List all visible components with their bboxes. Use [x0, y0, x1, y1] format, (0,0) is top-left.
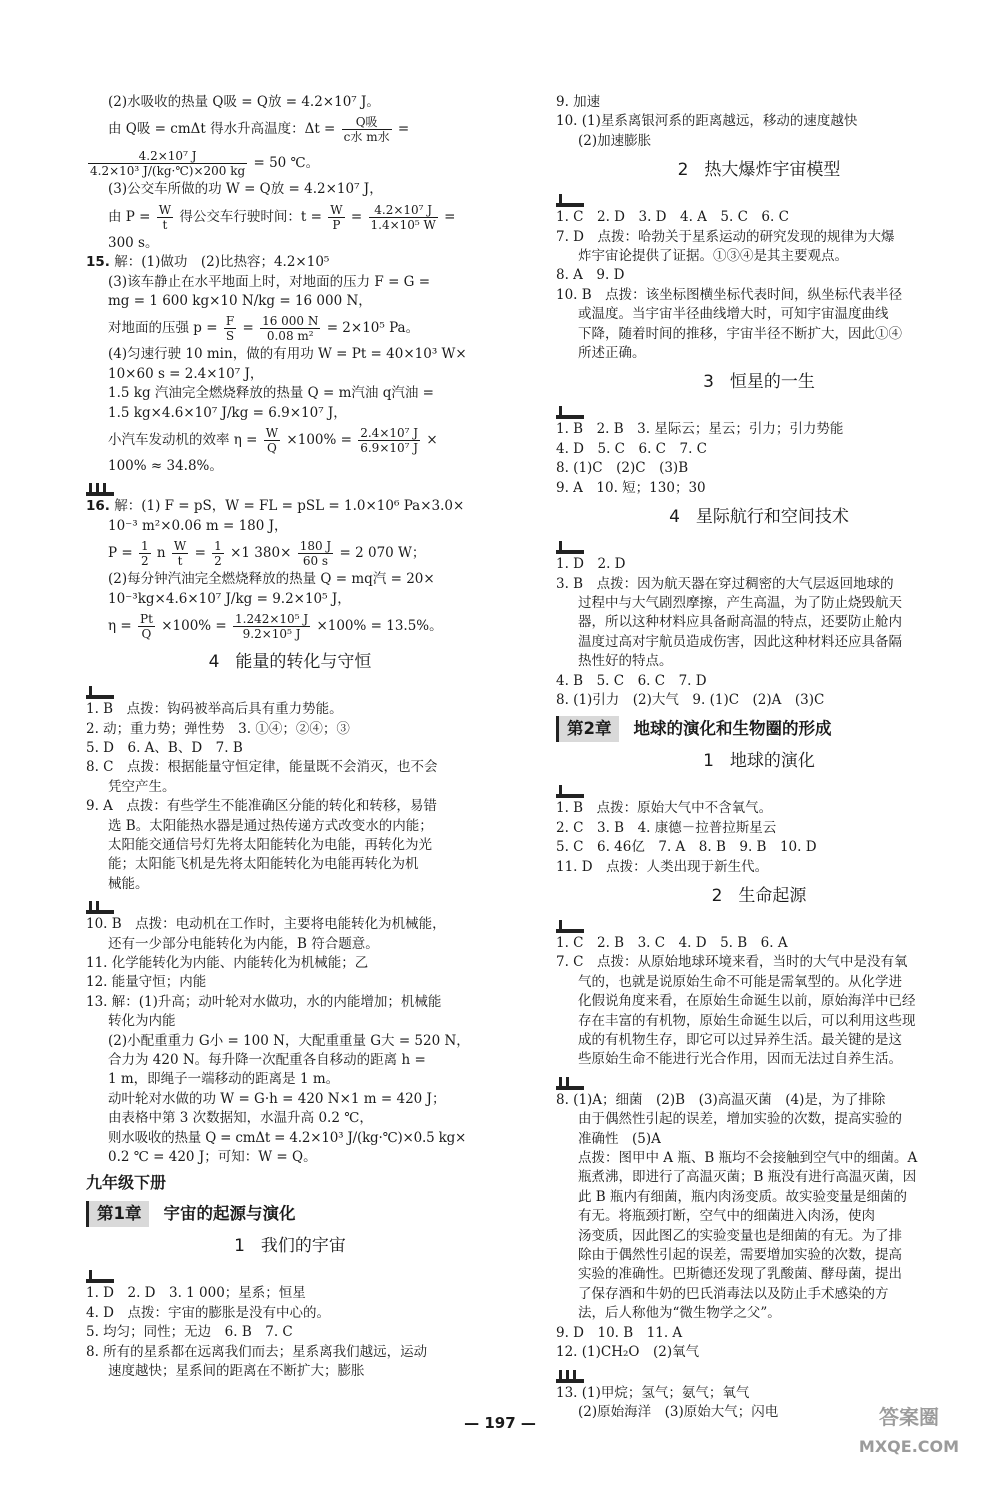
text-line: 1.5 kg×4.6×10⁷ J/kg = 6.9×10⁷ J，: [108, 404, 347, 421]
answer-line: 10. B 点拨：该坐标图横坐标代表时间，纵坐标代表半径: [556, 286, 903, 303]
denominator: P: [332, 217, 341, 232]
page-number: — 197 —: [464, 1414, 536, 1432]
equation-text: ×1 380×: [230, 545, 292, 562]
answer-line: 1. B 2. B 3. 星际云；星云；引力；引力势能: [556, 421, 844, 438]
answer-line: 此 B 瓶内有细菌，瓶内肉汤变质。故实验变量是细菌的: [578, 1188, 908, 1205]
question-15: [86, 253, 494, 272]
answer-line: 械能。: [108, 875, 149, 892]
answer-line: (2)加速膨胀: [578, 132, 652, 149]
answer-line: 动叶轮对水做的功 W = G·h = 420 N×1 m = 420 J；: [108, 1090, 446, 1107]
numerator: W: [173, 539, 187, 554]
section-title: [86, 649, 494, 675]
answer-line: 存在丰富的有机物，原始生命诞生以后，可以利用这些现: [578, 1012, 916, 1029]
answer-line: 8. (1)引力 (2)大气 9. (1)C (2)A (3)C: [556, 691, 825, 708]
denominator: t: [162, 217, 168, 232]
text-line: 1.5 kg 汽油完全燃烧释放的热量 Q = m汽油 q汽油 =: [108, 385, 434, 402]
fraction: [88, 149, 247, 178]
numerator: 1: [140, 539, 149, 554]
equation-text: n: [156, 545, 166, 562]
answer-line: 太阳能交通信号灯先将太阳能转化为电能，再转化为光: [108, 836, 432, 853]
answer-line: 化假说角度来看，在原始生命诞生以前，原始海洋中已经: [578, 993, 916, 1010]
fraction: [212, 539, 224, 568]
answer-line: 1. C 2. B 3. C 4. D 5. B 6. A: [556, 934, 788, 951]
equation-text: 对地面的压强 p =: [108, 320, 218, 337]
equation-text: =: [242, 320, 254, 337]
level-mark-1: [556, 189, 962, 207]
chapter-title: 宇宙的起源与演化: [163, 1204, 296, 1224]
grade-heading: 九年级下册: [86, 1173, 167, 1193]
equation-line: [86, 112, 494, 146]
level-1-icon: [86, 1268, 116, 1283]
level-1-icon: [556, 783, 586, 798]
fraction: [138, 612, 155, 641]
level-mark-1: [556, 915, 962, 933]
fraction: [172, 539, 188, 568]
answer-line: 温度过高对宇航员造成伤害，因此这种材料还应具备隔: [578, 633, 902, 650]
level-mark-1: [556, 780, 962, 798]
answer-line: 了保存酒和牛奶的巴氏消毒法以及防止手术感染的方: [578, 1285, 889, 1302]
answer-line: 10. B 点拨：电动机在工作时，主要将电能转化为机械能，: [86, 916, 446, 933]
level-mark-3: [86, 478, 494, 496]
equation-text: η =: [108, 618, 132, 635]
question-number: 15.: [86, 254, 110, 271]
denominator: c水 m水: [343, 130, 390, 145]
fraction: [342, 115, 392, 144]
answer-line: 13. (1)甲烷；氢气；氨气；氧气: [556, 1384, 750, 1401]
section-number: 1: [234, 1236, 245, 1257]
numerator: Q吸: [342, 115, 392, 130]
section-number: 2: [711, 885, 723, 906]
chapter-heading: [556, 716, 962, 742]
chapter-badge: 第1章: [86, 1201, 149, 1227]
fraction: [260, 314, 320, 343]
section-number: 2: [677, 160, 689, 181]
section-title: [556, 157, 962, 183]
section-name: 恒星的一生: [729, 372, 815, 393]
text-line: (3)公交车所做的功 W = Q放 = 4.2×10⁷ J，: [108, 181, 383, 198]
answer-line: 1. C 2. D 3. D 4. A 5. C 6. C: [556, 209, 789, 226]
answer-line: 8. C 点拨：根据能量守恒定律，能量既不会消灭，也不会: [86, 759, 438, 776]
answer-line: 除由于偶然性引起的误差，需要增加实验的次数，提高: [578, 1247, 902, 1264]
fraction: [139, 539, 151, 568]
answer-line: 4. D 点拨：宇宙的膨胀是没有中心的。: [86, 1304, 330, 1321]
equation-text: ×100% = 13.5%。: [316, 618, 443, 635]
answer-line: 则水吸收的热量 Q = cmΔt = 4.2×10³ J/(kg·℃)×0.5 kg×: [108, 1129, 467, 1146]
answer-line: 由表格中第 3 次数据知，水温升高 0.2 ℃，: [108, 1110, 373, 1127]
section-number: 3: [703, 372, 714, 393]
section-name: 地球的演化: [729, 751, 815, 772]
answer-line: 9. A 10. 短；130；30: [556, 479, 706, 496]
answer-line: 3. B 点拨：因为航天器在穿过稠密的大气层返回地球的: [556, 575, 894, 592]
numerator: 180 J: [299, 539, 332, 554]
equation-text: = 2×10⁵ Pa。: [326, 320, 420, 337]
answer-line: 0.2 ℃ = 420 J；可知：W = Q。: [108, 1149, 317, 1166]
fraction: [233, 612, 310, 641]
equation-text: 由 P =: [108, 208, 151, 225]
chapter-title: 地球的演化和生物圈的形成: [633, 719, 832, 739]
numerator: W: [330, 202, 343, 217]
answer-line: 2. C 3. B 4. 康德－拉普拉斯星云: [556, 819, 777, 836]
denominator: 2: [214, 554, 222, 569]
answer-line: 11. 化学能转化为内能、内能转化为机械能；乙: [86, 954, 369, 971]
text-line: mg = 1 600 kg×10 N/kg = 16 000 N，: [108, 293, 372, 310]
denominator: Q: [141, 627, 152, 642]
numerator: 2.4×10⁷ J: [360, 426, 419, 441]
denominator: t: [177, 554, 183, 569]
equation-text: = 2 070 W；: [339, 545, 426, 562]
answer-line: 8. A 9. D: [556, 267, 625, 284]
answer-line: 炸宇宙论提供了证据。①③④是其主要观点。: [578, 248, 848, 265]
numerator: 16 000 N: [262, 314, 319, 329]
answer-line: 些原始生命不能进行光合作用，因而无法过自养生活。: [578, 1051, 902, 1068]
denominator: S: [225, 329, 235, 344]
equation-text: P =: [108, 545, 133, 562]
chapter-heading: [86, 1201, 494, 1227]
text-line: 10⁻³kg×4.6×10⁷ J/kg = 9.2×10⁵ J，: [108, 590, 351, 607]
equation-text: ×100% =: [286, 432, 352, 449]
answer-line: 实验的准确性。巴斯德还发现了乳酸菌、酵母菌，提出: [578, 1266, 902, 1283]
answer-line: 13. 解：(1)升高；动叶轮对水做功，水的内能增加；机械能: [86, 993, 442, 1010]
answer-line: 热性好的特点。: [578, 653, 673, 670]
level-2-icon: [86, 899, 116, 914]
text-line: 100% ≈ 34.8%。: [108, 458, 223, 475]
equation-text: =: [397, 121, 410, 138]
level-2-icon: [556, 1075, 586, 1090]
text: 解：(1)做功 (2)比热容；4.2×10⁵: [114, 254, 330, 271]
answer-line: 12. (1)CH₂O (2)氧气: [556, 1344, 700, 1361]
answer-line: (2)原始海洋 (3)原始大气；闪电: [578, 1403, 779, 1420]
numerator: F: [225, 314, 235, 329]
section-name: 我们的宇宙: [260, 1236, 346, 1257]
level-1-icon: [556, 192, 586, 207]
level-mark-1: [86, 1265, 494, 1283]
equation-text: = 50 ℃。: [253, 155, 320, 172]
watermark-line: MXQE.COM: [858, 1437, 960, 1456]
answer-line: 8. (1)A；细菌 (2)B (3)高温灭菌 (4)是，为了排除: [556, 1091, 886, 1108]
answer-line: 9. D 10. B 11. A: [556, 1324, 683, 1341]
denominator: 9.2×10⁵ J: [242, 627, 301, 642]
section-name: 能量的转化与守恒: [235, 652, 372, 673]
level-3-icon: [556, 1368, 586, 1383]
level-mark-1: [86, 681, 494, 699]
answer-line: 下降，随着时间的推移，宇宙半径不断扩大，因此①④: [578, 325, 902, 342]
answer-line: 成的有机物生存，即它可以过异养生活。最关键的是这: [578, 1032, 902, 1048]
denominator: 60 s: [302, 554, 329, 569]
level-mark-2: [556, 1072, 962, 1090]
equation-text: =: [350, 208, 363, 225]
equation-line: [86, 146, 494, 180]
answer-line: 1. D 2. D 3. 1 000；星系；恒星: [86, 1285, 306, 1302]
answer-line: 1 m，即绳子一端移动的距离是 1 m。: [108, 1071, 340, 1088]
answer-line: 器，所以这种材料应具备耐高温的特点，还要防止舱内: [578, 614, 902, 631]
answer-line: 凭空产生。: [108, 778, 176, 795]
question-16: [86, 497, 494, 516]
answer-line: 汤变质，因此图乙的实验变量也是细菌的有无。为了排: [578, 1227, 902, 1244]
answer-line: 有无。将瓶颈打断，空气中的细菌进入肉汤，使肉: [578, 1208, 875, 1225]
answer-line: 11. D 点拨：人类出现于新生代。: [556, 858, 769, 875]
answer-line: 点拨：图甲中 A 瓶、B 瓶均不会接触到空气中的细菌。A: [578, 1150, 918, 1167]
fraction: [157, 203, 173, 232]
denominator: 0.08 m²: [266, 329, 314, 344]
denominator: Q: [267, 441, 277, 456]
section-title: [556, 883, 962, 909]
level-mark-3: [556, 1365, 962, 1383]
text-line: 10⁻³ m²×0.06 m = 180 J，: [108, 517, 288, 534]
answer-line: 9. A 点拨：有些学生不能准确区分能的转化和转移，易错: [86, 798, 437, 815]
level-1-icon: [86, 684, 116, 699]
text-line: (3)该车静止在水平地面上时，对地面的压力 F = G =: [108, 273, 431, 290]
equation-line: [86, 609, 494, 643]
answer-line: 由于偶然性引起的误差，增加实验的次数，提高实验的: [578, 1111, 902, 1128]
answer-line: 1. B 点拨：原始大气中不含氧气。: [556, 800, 773, 817]
equation-line: [86, 200, 494, 234]
text-line: (2)每分钟汽油完全燃烧释放的热量 Q = mq汽 = 20×: [108, 571, 435, 588]
fraction: [369, 203, 438, 232]
watermark-line: 答案圈: [879, 1405, 939, 1429]
text-line: (4)匀速行驶 10 min，做的有用功 W = Pt = 40×10³ W×: [108, 346, 467, 363]
equation-line: [86, 311, 494, 345]
equation-text: ×: [426, 432, 438, 449]
answer-line: 瓶煮沸，即进行了高温灭菌；B 瓶没有进行高温灭菌，因: [578, 1169, 917, 1186]
answer-line: 能；太阳能飞机是先将太阳能转化为电能再转化为机: [108, 856, 419, 873]
answer-line: 或温度。当宇宙半径曲线增大时，可知宇宙温度曲线: [578, 306, 889, 323]
fraction: [298, 539, 334, 568]
answer-line: 7. C 点拨：从原始地球环境来看，当时的大气中是没有氧: [556, 954, 908, 971]
section-number: 1: [703, 751, 714, 772]
right-column: [556, 93, 962, 1422]
answer-line: 过程中与大气剧烈摩擦，产生高温，为了防止烧毁航天: [578, 594, 902, 611]
section-title: [556, 369, 962, 395]
answer-line: 5. 均匀；同性；无边 6. B 7. C: [86, 1324, 293, 1341]
numerator: W: [265, 426, 279, 441]
section-name: 星际航行和空间技术: [695, 507, 849, 528]
watermark-logo: [834, 1402, 984, 1474]
denominator: 4.2×10³ J/(kg·℃)×200 kg: [90, 164, 246, 179]
question-number: 16.: [86, 498, 110, 515]
answer-line: 2. 动；重力势；弹性势 3. ①④；②④；③: [86, 720, 350, 737]
level-1-icon: [556, 918, 586, 933]
numerator: W: [158, 202, 172, 217]
answer-line: 1. D 2. D: [556, 556, 626, 573]
equation-text: 得公交车行驶时间：t =: [179, 208, 322, 225]
fraction: [358, 426, 420, 455]
text-line: (2)水吸收的热量 Q吸 = Q放 = 4.2×10⁷ J。: [108, 94, 380, 110]
answer-line: 准确性 (5)A: [578, 1130, 661, 1147]
level-1-icon: [556, 404, 586, 419]
answer-line: 8. (1)C (2)C (3)B: [556, 460, 689, 477]
equation-line: [86, 536, 494, 570]
answer-line: 4. D 5. C 6. C 7. C: [556, 440, 707, 457]
equation-text: =: [444, 208, 456, 225]
equation-text: 小汽车发动机的效率 η =: [108, 432, 258, 449]
answer-line: 12. 能量守恒；内能: [86, 974, 207, 991]
section-title: [556, 504, 962, 530]
answer-line: 法，后人称他为“微生物学之父”。: [578, 1305, 781, 1322]
level-mark-1: [556, 536, 962, 554]
answer-line: 合力为 420 N。每升降一次配重各自移动的距离 h =: [108, 1052, 426, 1068]
text: 解：(1) F = pS，W = FL = pSL = 1.0×10⁶ Pa×3.0×: [114, 498, 465, 515]
answer-line: 选 B。太阳能热水器是通过热传递方式改变水的内能；: [108, 817, 433, 834]
answer-line: 转化为内能: [108, 1013, 176, 1030]
equation-text: ×100% =: [161, 618, 227, 635]
numerator: 1.242×10⁵ J: [235, 612, 309, 627]
left-column: [86, 93, 494, 1381]
text-line: 300 s。: [108, 234, 159, 251]
numerator: 4.2×10⁷ J: [88, 149, 247, 164]
numerator: 1: [214, 539, 222, 554]
answer-line: 8. 所有的星系都在远离我们而去；星系离我们越远，运动: [86, 1343, 428, 1360]
section-title: [86, 1233, 494, 1259]
answer-line: 1. B 点拨：钩码被举高后具有重力势能。: [86, 701, 343, 718]
section-name: 生命起源: [738, 885, 807, 906]
answer-line: 5. D 6. A、B、D 7. B: [86, 739, 243, 756]
fraction: [264, 426, 280, 455]
answer-line: (2)小配重重力 G小 = 100 N，大配重重量 G大 = 520 N，: [108, 1032, 470, 1049]
level-mark-1: [556, 401, 962, 419]
answer-line: 9. 加速: [556, 94, 601, 110]
denominator: 2: [140, 554, 149, 569]
chapter-badge: 第2章: [556, 716, 619, 742]
numerator: 4.2×10⁷ J: [369, 203, 438, 218]
level-1-icon: [556, 539, 586, 554]
equation-text: =: [194, 545, 206, 562]
answer-line: 10. (1)星系离银河系的距离越远，移动的速度越快: [556, 113, 858, 130]
level-3-icon: [86, 481, 116, 496]
answer-line: 4. B 5. C 6. C 7. D: [556, 672, 707, 689]
fraction: [224, 314, 236, 343]
section-name: 热大爆炸宇宙模型: [704, 160, 841, 181]
answer-line: 5. C 6. 46亿 7. A 8. B 9. B 10. D: [556, 839, 817, 856]
equation-text: 由 Q吸 = cmΔt 得水升高温度：Δt =: [108, 121, 336, 138]
section-title: [556, 748, 962, 774]
section-number: 4: [208, 652, 220, 673]
equation-line: [86, 423, 494, 457]
denominator: 1.4×10⁵ W: [370, 217, 436, 232]
level-mark-2: [86, 896, 494, 914]
answer-line: 速度越快；星系间的距离在不断扩大；膨胀: [108, 1363, 365, 1380]
answer-line: 7. D 点拨：哈勃关于星系运动的研究发现的规律为大爆: [556, 228, 895, 245]
text-line: 10×60 s = 2.4×10⁷ J，: [108, 365, 264, 382]
section-number: 4: [669, 507, 680, 528]
denominator: 6.9×10⁷ J: [360, 441, 419, 456]
answer-line: 气的，也就是说原始生命不可能是需氧型的。从化学进: [578, 973, 902, 990]
answer-line: 所述正确。: [578, 345, 646, 362]
answer-line: 还有一少部分电能转化为内能，B 符合题意。: [108, 935, 379, 952]
numerator: Pt: [140, 612, 153, 627]
fraction: [328, 203, 344, 232]
